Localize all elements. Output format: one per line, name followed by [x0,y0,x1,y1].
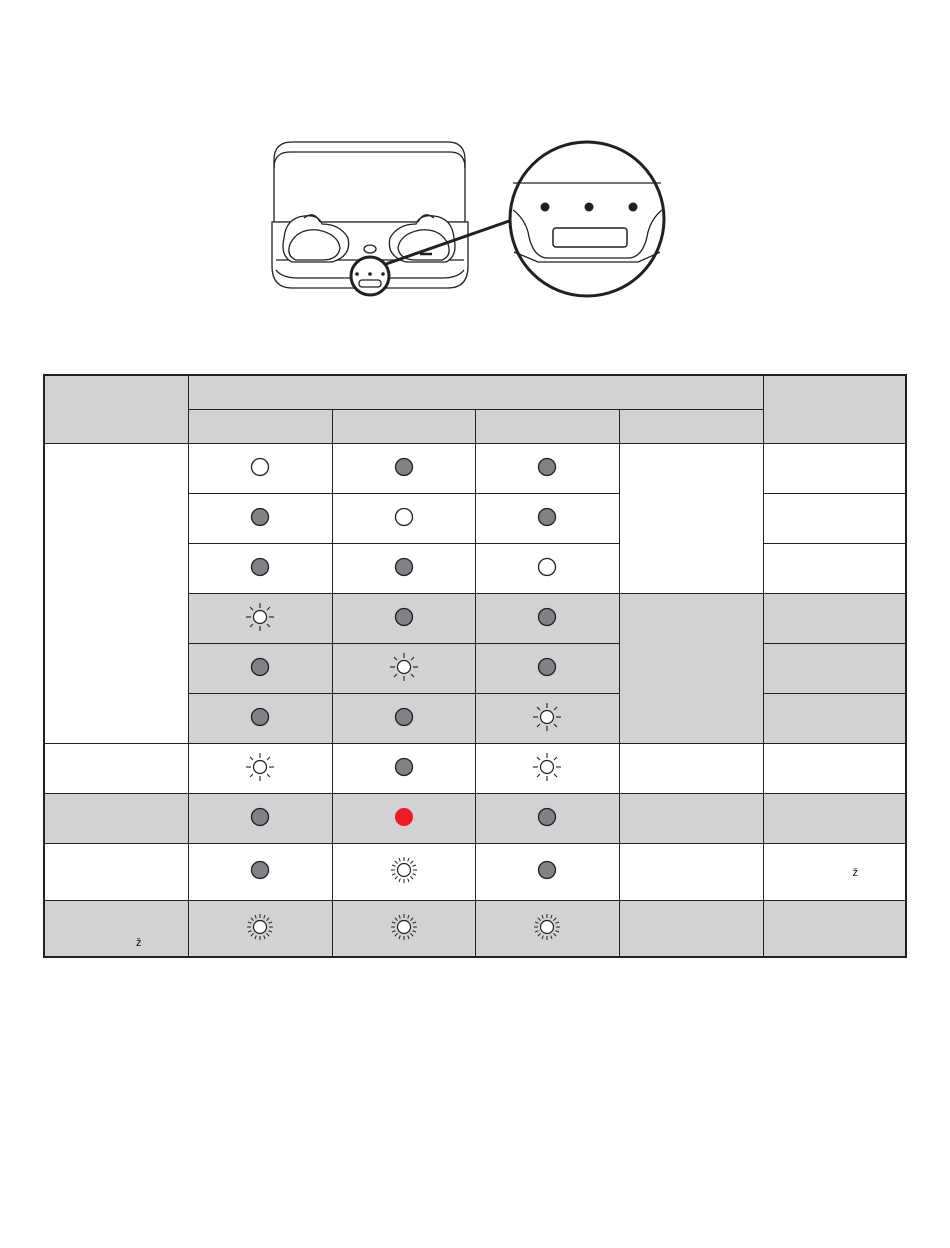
led-off-icon [536,859,558,884]
led-cell [188,900,332,957]
led-cell [188,593,332,643]
extra-cell [619,593,763,743]
led-pulse-icon [244,911,276,946]
table-row [44,743,906,793]
description-cell [763,543,906,593]
table-row [44,843,906,900]
led-off-icon [249,556,271,581]
led-blink-icon [532,752,562,785]
state-cell [44,443,188,743]
led-on-icon [393,506,415,531]
note-mark: ž [136,937,142,949]
led-cell [475,743,619,793]
description-cell [763,593,906,643]
led-pulse-icon [531,911,563,946]
header-led-2 [332,409,475,443]
led-blink-icon [245,602,275,635]
led-cell [188,843,332,900]
table-row [44,900,906,957]
state-cell [44,793,188,843]
led-cell [332,493,475,543]
led-cell [332,443,475,493]
led-cell [475,543,619,593]
header-led-3 [475,409,619,443]
led-blink-icon [245,752,275,785]
led-off-icon [249,706,271,731]
led-cell [332,843,475,900]
led-blink-icon [532,702,562,735]
led-cell [188,493,332,543]
led-on-icon [249,456,271,481]
header-description-cell [763,375,906,443]
led-off-icon [249,859,271,884]
led-cell [188,443,332,493]
led-off-icon [393,706,415,731]
led-cell [188,693,332,743]
led-status-table [43,374,907,958]
led-blink-icon [389,652,419,685]
header-led-1 [188,409,332,443]
description-cell [763,793,906,843]
led-cell [475,693,619,743]
table-row [44,443,906,493]
led-cell [332,793,475,843]
led-cell [475,793,619,843]
charging-case-illustration [262,138,672,302]
led-off-icon [536,806,558,831]
led-cell [475,443,619,493]
led-off-icon [536,606,558,631]
led-cell [475,843,619,900]
extra-cell [619,443,763,593]
state-cell [44,743,188,793]
led-off-icon [393,606,415,631]
led-off-icon [393,556,415,581]
led-off-icon [393,456,415,481]
led-cell [475,643,619,693]
led-cell [332,593,475,643]
description-cell [763,693,906,743]
description-cell [763,743,906,793]
table-row [44,793,906,843]
description-cell [763,643,906,693]
led-cell [332,743,475,793]
led-off-icon [536,506,558,531]
extra-cell [619,900,763,957]
extra-cell [619,793,763,843]
led-cell [332,693,475,743]
led-cell [188,543,332,593]
state-cell [44,843,188,900]
led-off-icon [249,506,271,531]
led-cell [332,643,475,693]
led-pulse-icon [388,911,420,946]
header-indicators-cell [188,375,763,409]
led-on-icon [536,556,558,581]
led-off-icon [249,806,271,831]
led-cell [475,900,619,957]
led-cell [188,643,332,693]
note-mark: ž [852,866,858,879]
led-cell [332,900,475,957]
led-cell [188,743,332,793]
led-cell [188,793,332,843]
led-cell [475,593,619,643]
led-red-icon [393,806,415,831]
extra-cell [619,743,763,793]
led-cell [332,543,475,593]
state-cell [44,900,188,957]
description-cell [763,493,906,543]
led-off-icon [536,456,558,481]
led-pulse-icon [388,854,420,889]
led-off-icon [393,756,415,781]
description-cell [763,900,906,957]
led-off-icon [536,656,558,681]
header-state-cell [44,375,188,443]
description-cell [763,843,906,900]
description-cell [763,443,906,493]
led-off-icon [249,656,271,681]
led-cell [475,493,619,543]
extra-cell [619,843,763,900]
header-extra [619,409,763,443]
